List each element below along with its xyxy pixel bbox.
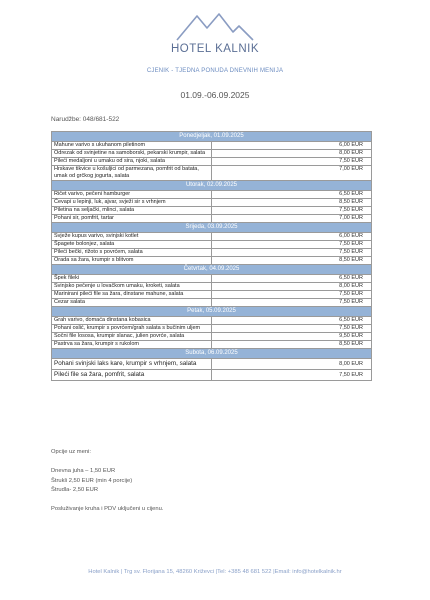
menu-item-row	[52, 215, 372, 223]
note-line: Posluživanje kruha i PDV uključeni u cijenu.	[51, 506, 164, 512]
dish-price: 6,50 EUR	[212, 275, 372, 283]
dish-price: 7,50 EUR	[212, 370, 372, 381]
footer-contact: Hotel Kalnik | Trg sv. Florijana 15, 48260 Križevci |Tel: +385 48 681 522 |Email: info@hotelkalnik.hr	[88, 569, 342, 575]
note-line: Dnevna juha – 1,50 EUR	[51, 468, 116, 474]
dish-name: Ričet varivo, pečeni hamburger	[52, 191, 212, 199]
menu-item-row	[52, 299, 372, 307]
menu-subtitle: CJENIK - TJEDNA PONUDA DNEVNIH MENIJA	[146, 68, 284, 74]
dish-price: 7,50 EUR	[212, 249, 372, 257]
dish-name: Špek fileki	[52, 275, 212, 283]
note-line: Opcije uz meni:	[51, 449, 91, 455]
menu-item-row	[52, 283, 372, 291]
dish-price: 7,50 EUR	[212, 291, 372, 299]
menu-item-row	[52, 233, 372, 241]
note-line	[51, 496, 163, 506]
dish-name: Hrskave tikvice u košuljici od parmezana, pomfrit od batata, umak od grčkog jogurta, salata	[52, 166, 212, 181]
day-header-row	[52, 265, 372, 275]
menu-item-row	[52, 249, 372, 257]
dish-name: Pileći medaljoni u umaku od sira, njoki, salata	[52, 158, 212, 166]
day-header-row	[52, 307, 372, 317]
orders-phone: Narudžbe: 048/681-522	[51, 116, 120, 123]
hotel-name: HOTEL KALNIK	[170, 43, 260, 55]
menu-item-row	[52, 207, 372, 215]
dish-name: Sočni file lososa, krumpir slanac, julien povrće, salata	[52, 333, 212, 341]
note-line: Štrukli 2,50 EUR (min 4 porcije)	[51, 477, 133, 484]
menu-item-row	[52, 341, 372, 349]
mountain-logo-icon	[175, 10, 255, 42]
dish-price: 6,00 EUR	[212, 233, 372, 241]
menu-item-row	[52, 370, 372, 381]
dish-name: Cezar salata	[52, 299, 212, 307]
dish-name: Orada sa žara, krumpir s blitvom	[52, 257, 212, 265]
dish-price: 7,50 EUR	[212, 241, 372, 249]
day-header: Utorak, 02.09.2025	[52, 181, 372, 191]
menu-item-row	[52, 199, 372, 207]
menu-notes	[51, 448, 163, 515]
dish-name: Grah varivo, domaća dinstana kobasica	[52, 317, 212, 325]
dish-name: Ćevapi u lepinji, luk, ajvar, svježi sir s vrhnjem	[52, 199, 212, 207]
dish-name: Odrezak od svinjetine na samoborski, pekarski krumpir, salata	[52, 150, 212, 158]
dish-price: 7,00 EUR	[212, 215, 372, 223]
menu-item-row	[52, 241, 372, 249]
dish-price: 8,00 EUR	[212, 150, 372, 158]
day-header: Četvrtak, 04.09.2025	[52, 265, 372, 275]
dish-name: Pohani sir, pomfrit, tartar	[52, 215, 212, 223]
dish-price: 6,50 EUR	[212, 191, 372, 199]
day-header: Subota, 06.09.2025	[52, 349, 372, 359]
day-header: Ponedjeljak, 01.09.2025	[52, 132, 372, 142]
dish-name: Marinirani pileći file sa žara, dinstane mahune, salata	[52, 291, 212, 299]
day-header: Srijeda, 03.09.2025	[52, 223, 372, 233]
menu-item-row	[52, 166, 372, 181]
dish-name: Pohani svinjski laks kare, krumpir s vrhnjem, salata	[52, 359, 212, 370]
dish-price: 7,50 EUR	[212, 158, 372, 166]
day-header-row	[52, 181, 372, 191]
dish-name: Pohani oslić, krumpir s povrćem/grah salata s bučinim uljem	[52, 325, 212, 333]
menu-item-row	[52, 158, 372, 166]
dish-name: Pileći bečki, rižoto s povrćem, salata	[52, 249, 212, 257]
menu-item-row	[52, 257, 372, 265]
dish-name: Piletina na seljački, mlinci, salata	[52, 207, 212, 215]
menu-item-row	[52, 359, 372, 370]
note-line	[51, 458, 163, 468]
dish-price: 9,50 EUR	[212, 333, 372, 341]
day-header-row	[52, 223, 372, 233]
menu-item-row	[52, 191, 372, 199]
dish-price: 8,50 EUR	[212, 199, 372, 207]
dish-name: Pastrva sa žara, krumpir s rukolom	[52, 341, 212, 349]
dish-price: 8,50 EUR	[212, 341, 372, 349]
note-line: Štrudla- 2,50 EUR	[51, 487, 99, 493]
menu-item-row	[52, 150, 372, 158]
dish-price: 8,00 EUR	[212, 283, 372, 291]
dish-name: Špagete bolonjez, salata	[52, 241, 212, 249]
date-range: 01.09.-06.09.2025	[180, 90, 250, 100]
dish-price: 8,50 EUR	[212, 257, 372, 265]
dish-name: Svinjsko pečenje u lovačkom umaku, kroketi, salata	[52, 283, 212, 291]
menu-table	[51, 131, 372, 381]
day-header-row	[52, 132, 372, 142]
dish-price: 7,50 EUR	[212, 207, 372, 215]
day-header-row	[52, 349, 372, 359]
dish-name: Pileći file sa žara, pomfrit, salata	[52, 370, 212, 381]
dish-price: 7,50 EUR	[212, 299, 372, 307]
menu-item-row	[52, 325, 372, 333]
dish-price: 7,00 EUR	[212, 166, 372, 181]
menu-item-row	[52, 142, 372, 150]
dish-price: 8,00 EUR	[212, 359, 372, 370]
day-header: Petak, 05.09.2025	[52, 307, 372, 317]
dish-price: 7,50 EUR	[212, 325, 372, 333]
dish-name: Svježe kupus varivo, svinjski kotlet	[52, 233, 212, 241]
menu-item-row	[52, 333, 372, 341]
dish-price: 6,00 EUR	[212, 142, 372, 150]
dish-price: 6,50 EUR	[212, 317, 372, 325]
menu-item-row	[52, 317, 372, 325]
dish-name: Mahune varivo s ukuhanom piletinom	[52, 142, 212, 150]
menu-item-row	[52, 291, 372, 299]
menu-item-row	[52, 275, 372, 283]
